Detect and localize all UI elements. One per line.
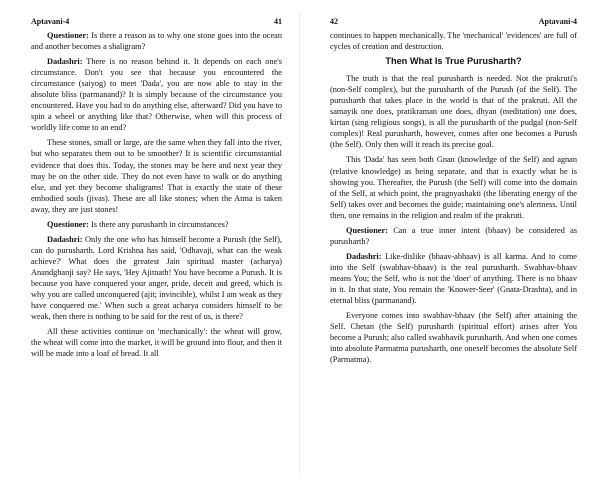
paragraph-text: All these activities continue on 'mechanically': the wheat will grow, the wheat will come into the market, it will be ground into flour, and then it will be made into a loaf of bread. It all [31,327,282,359]
running-title: Aptavani-4 [31,17,70,26]
paragraph [31,56,282,133]
paragraph-text: Is there any purusharth in circumstances? [88,219,229,229]
paragraph-text: Like-dislike (bhaav-abhaav) is all karma. And to come into the Self (swabhav-bhaav) is the real purusharth. Swabhav-bhaav means You; the Self, who is not the 'doer' of anything. There is no bhaav in it. In that state, You remain the 'Knower-Seer' (Gnata-Drashta), and in eternal bliss (parmanand). [330,251,577,306]
paragraph [31,30,282,52]
paragraph [31,234,282,322]
page-header [330,0,577,30]
paragraph-text: Only the one who has himself become a Purush (the Self), can do purusharth. Lord Krishna has said, 'Odhavaji, what can the weak achieve?' What does the greatest Jain spiritual master (acharya) Anandghanji say? He says, 'Hey Ajitnath! You have become a Purush. It is because you have conquered your anger, pride, deceit and greed, which is why you are called unconquered (ajit; invincible), whilst I am weak as they have conquered me.' When such a great acharya considers himself to be weak, then there is nothing to be said for the rest of us, is there? [31,234,282,322]
paragraph [330,310,577,365]
page-number: 41 [274,17,282,26]
left-page [0,0,299,484]
paragraph [330,251,577,306]
paragraph-text: Can a true inner intent (bhaav) be considered as purusharth? [330,225,577,246]
paragraph-text: Is there a reason as to why one stone goes into the ocean and another becomes a shaligram? [31,31,282,52]
speaker-label: Questioner: [346,225,388,235]
right-page [299,0,599,484]
paragraph [31,219,282,230]
page-number: 42 [330,17,338,26]
speaker-label: Questioner: [47,31,89,40]
page-body [330,30,577,365]
paragraph [330,73,577,150]
page-body [31,30,282,359]
paragraph [330,154,577,220]
speaker-label: Dadashri: [47,234,83,244]
speaker-label: Dadashri: [47,57,83,67]
paragraph [31,326,282,359]
paragraph-text: These stones, small or large, are the same when they fall into the river, but who separates them out to be smoother? It is scientific circumstantial evidence that does this. Today, the stones may be here and next year they may be on the other side. They do not even have to walk or do anything else, and yet they become shaligrams! That is exactly the state of these embodied souls (jivas). These are all like stones; when the Atma is taken away, they are just stones! [31,138,282,214]
running-title: Aptavani-4 [538,17,577,26]
page-header [31,0,282,30]
paragraph-text: The truth is that the real purusharth is needed. Not the prakruti's (non-Self complex), but the purusharth of the Purush (of the Self). The purusharth that takes place in the world is that of the prakruti. All the samayik one does, pratikraman one does, dhyan (meditation) one does, kirtan (sing religious songs), is all the purusharth of the pudgal (non-Self complex)! Real purusharth, however, comes after one becomes a Purush (the Self). Only then will it reach its precise goal. [330,74,577,150]
paragraph-text: This 'Dada' has seen both Gnan (knowledge of the Self) and agnan (relative knowledge) as being separate, and that is exactly what he is showing you. Thereafter, the Purush (the Self) will come into the domain of the Self, at which point, the pragnyashakti (the liberating energy of the Self) takes over and becomes the guide; maintaining one's alertness. Until then, one remains in the religion and realm of the prakruti. [330,155,577,220]
continued-paragraph: continues to happen mechanically. The 'mechanical' 'evidences' are full of cycles of creation and destruction. [330,31,577,52]
paragraph-text: There is no reason behind it. It depends on each one's circumstance. Don't you see that because you encountered the circumstance (saiyog) to meet 'Dada', you are now able to stay in the absolute bliss (parmanand)? It is simply because of the circumstance you encountered. Have you had to do anything else, afterward? Did you have to spin a wheel or anything like that? Otherwise, when will this process of worldly life come to an end? [31,57,282,133]
section-heading: Then What Is True Purusharth? [385,56,522,67]
paragraph [330,225,577,247]
paragraph-text: Everyone comes into swabhav-bhaav (the Self) after attaining the Self. Chetan (the Self) purusharth (spiritual effort) arises after You become a Purush; also called swabhavik purusharth. And when one comes into absolute Parmatma purusharth, one oneself becomes the absolute Self (Parmatma). [330,311,577,365]
speaker-label: Dadashri: [346,251,382,261]
speaker-label: Questioner: [47,219,89,229]
paragraph [31,137,282,214]
